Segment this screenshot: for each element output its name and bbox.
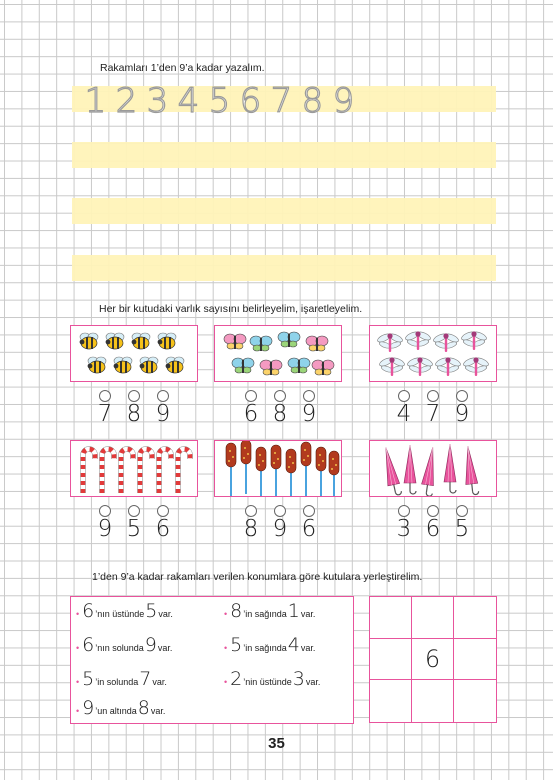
trace-digit: 1 [84,81,107,121]
choice-option[interactable] [451,390,473,426]
grid-cell[interactable] [454,597,496,639]
page-number: 35 [268,735,285,752]
writing-strip-2[interactable] [72,142,496,168]
picture-box-umbrellas [369,440,497,497]
trace-digit: 6 [239,81,262,121]
bullet-dot-icon: • [224,677,228,687]
choices-bees [94,390,174,426]
choices-sausages [240,505,320,541]
choice-number: 9 [272,516,288,542]
grid-cell[interactable] [454,680,496,722]
bee-icon [80,333,184,373]
grid-cell[interactable] [412,597,454,639]
choices-butterflies [240,390,320,426]
bullet-dot-icon: • [76,643,80,653]
choice-option[interactable] [123,390,145,426]
choice-option[interactable] [422,505,444,541]
trace-digit: 9 [332,81,355,121]
grid-cell-center[interactable]: 6 [412,639,454,681]
choice-number: 6 [155,516,171,542]
picture-box-dragonflies [369,325,497,382]
choice-number: 5 [454,516,470,542]
clue-item: • 5 ’in sağında 4 var. [224,634,316,656]
grid-cell[interactable] [370,639,412,681]
placement-grid [369,596,497,723]
picture-box-sausages [214,440,342,497]
choice-number: 7 [97,401,113,427]
choice-option[interactable] [94,390,116,426]
choice-option[interactable] [298,390,320,426]
instruction-write-digits: Rakamları 1’den 9’a kadar yazalım. [100,62,265,74]
bullet-dot-icon: • [76,677,80,687]
umbrella-icon [380,444,479,497]
trace-digit: 5 [208,81,231,121]
clue-item: • 6 ’nın üstünde 5 var. [76,600,173,622]
bullet-dot-icon: • [76,706,80,716]
choice-number: 8 [126,401,142,427]
clue-item: • 2 ’nin üstünde 3 var. [224,668,321,690]
candy-cane-icon [81,447,193,494]
choice-option[interactable] [152,390,174,426]
grid-cell[interactable] [370,680,412,722]
instruction-count-items: Her bir kutudaki varlık sayısını belirleyelim, işaretleyelim. [99,303,363,315]
choice-number: 6 [425,516,441,542]
bullet-dot-icon: • [224,609,228,619]
choice-number: 5 [126,516,142,542]
choice-option[interactable] [393,390,415,426]
choice-number: 7 [425,401,441,427]
choice-option[interactable] [422,390,444,426]
choices-umbrellas [393,505,473,541]
trace-digit: 7 [270,81,293,121]
choice-number: 9 [454,401,470,427]
clue-item: • 5 ’in solunda 7 var. [76,668,167,690]
choice-number: 9 [301,401,317,427]
choice-number: 6 [243,401,259,427]
choice-option[interactable] [152,505,174,541]
clue-item: • 6 ’nın solunda 9 var. [76,634,173,656]
clue-item: • 8 ’in sağında 1 var. [224,600,316,622]
choice-number: 6 [301,516,317,542]
picture-box-bees [70,325,198,382]
bullet-dot-icon: • [76,609,80,619]
sausage-icon [226,441,339,497]
trace-digit: 8 [301,81,324,121]
choice-option[interactable] [240,390,262,426]
choice-option[interactable] [269,390,291,426]
grid-cell[interactable] [454,639,496,681]
choice-option[interactable] [123,505,145,541]
trace-digit: 3 [146,81,169,121]
dragonfly-icon [376,330,489,376]
clue-item: • 9 ’un altında 8 var. [76,697,166,719]
grid-cell[interactable] [370,597,412,639]
choice-option[interactable] [269,505,291,541]
choice-option[interactable] [298,505,320,541]
choice-number: 9 [155,401,171,427]
choice-number: 9 [97,516,113,542]
instruction-place-digits: 1’den 9’a kadar rakamları verilen konumlara göre kutulara yerleştirelim. [92,571,423,583]
choice-number: 8 [272,401,288,427]
writing-strip-4[interactable] [72,255,496,281]
choice-number: 3 [396,516,412,542]
choice-option[interactable] [94,505,116,541]
picture-box-butterflies [214,325,342,382]
writing-strip-3[interactable] [72,198,496,224]
choice-option[interactable] [240,505,262,541]
choices-candy-canes [94,505,174,541]
picture-box-candy-canes [70,440,198,497]
choice-option[interactable] [393,505,415,541]
choices-dragonflies [393,390,473,426]
butterfly-icon [224,332,334,375]
choice-number: 8 [243,516,259,542]
bullet-dot-icon: • [224,643,228,653]
grid-cell[interactable] [412,680,454,722]
choice-number: 4 [396,401,412,427]
trace-digit: 4 [177,81,200,121]
choice-option[interactable] [451,505,473,541]
trace-digits-row [80,81,359,121]
trace-digit: 2 [115,81,138,121]
